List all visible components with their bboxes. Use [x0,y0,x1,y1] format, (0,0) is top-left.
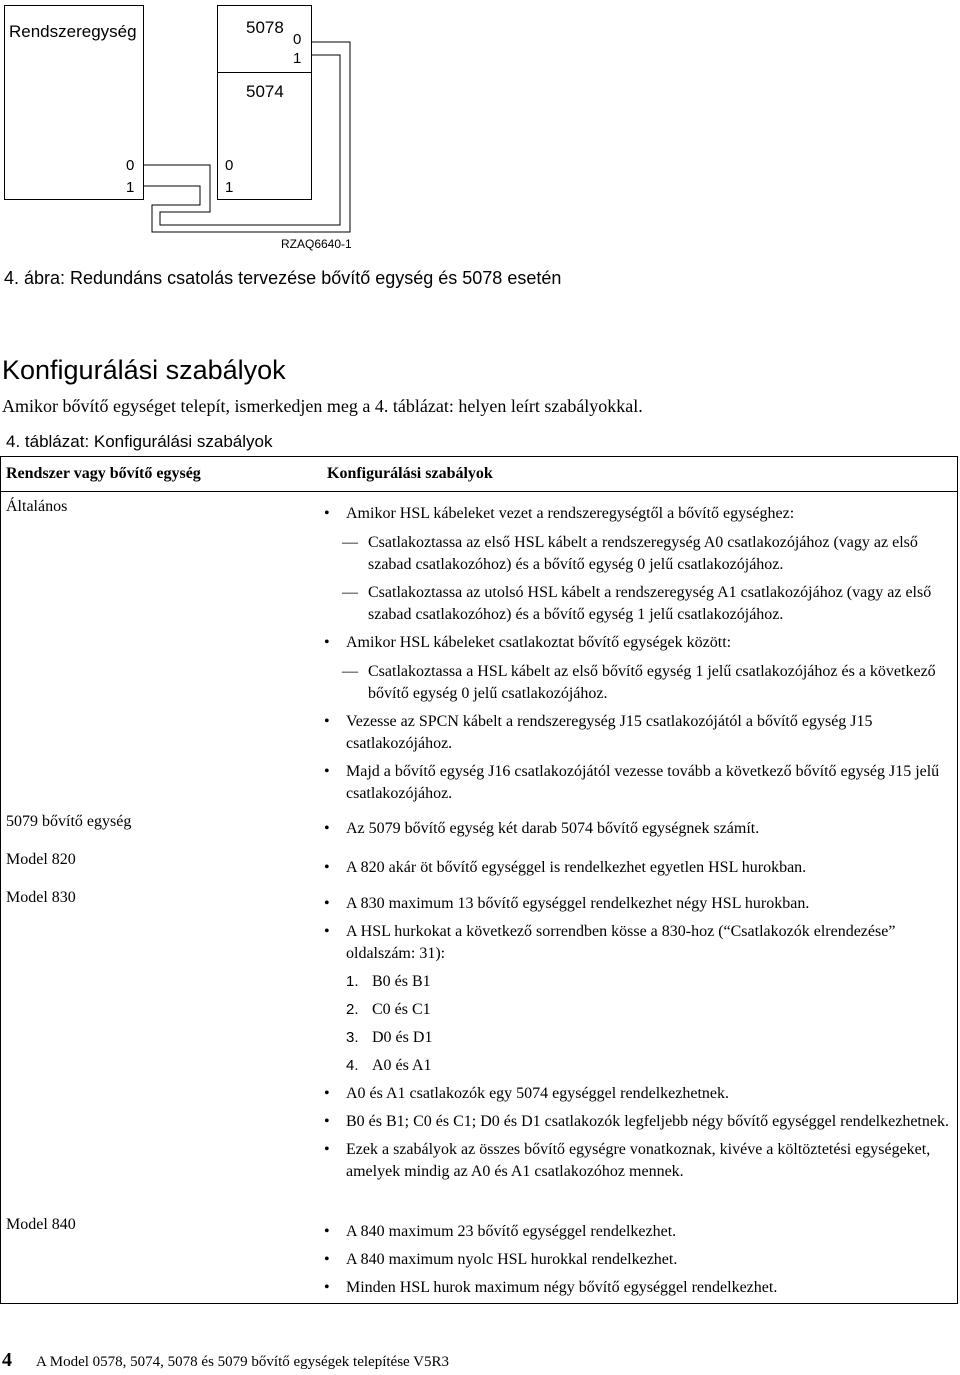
list-item: 2. C0 és C1 [346,1001,431,1018]
list-item: • Vezesse az SPCN kábelt a rendszeregység J15 csatlakozójától a bővítő egység J15 csatlakozójához. [324,713,873,752]
unit-top-label: 5078 [246,18,284,37]
list-item: • Majd a bővítő egység J16 csatlakozójától vezesse tovább a következő bővítő egység J15 jelű csatlakozójához. [324,763,940,802]
list-item: — Csatlakoztassa a HSL kábelt az első bővítő egység 1 jelű csatlakozójához és a következő bővítő egység 0 jelű csatlakozójához. [342,663,936,702]
list-item: • B0 és B1; C0 és C1; D0 és D1 csatlakozók legfeljebb négy bővítő egységgel rendelkezhetnek. [324,1113,949,1130]
cable-1 [144,55,340,225]
unit-bottom-label: 5074 [246,82,284,101]
unit-top-port-0: 0 [293,31,302,48]
figure-caption: 4. ábra: Redundáns csatolás tervezése bővítő egység és 5078 esetén [4,268,562,288]
list-item: • A 840 maximum nyolc HSL hurokkal rendelkezhet. [324,1251,678,1268]
rules-model-830 [320,893,950,1183]
list-item: • A HSL hurkokat a következő sorrendben kösse a 830-hoz (“Csatlakozók elrendezése” oldalszám: 31): [324,923,896,962]
unit-top-port-1: 1 [293,50,302,67]
list-item: • A 820 akár öt bővítő egységgel is rendelkezhet egyetlen HSL hurokban. [324,859,807,876]
list-item: • Amikor HSL kábeleket vezet a rendszeregységtől a bővítő egységhez: [324,505,795,522]
cable-lines [0,0,960,240]
list-item: • A 840 maximum 23 bővítő egységgel rendelkezhet. [324,1223,677,1240]
row-label-5079: 5079 bővítő egység [6,813,132,830]
left-port-1: 1 [126,179,135,196]
row-label-general: Általános [6,498,68,515]
rules-model-820 [320,857,950,879]
rules-5079 [320,818,950,840]
list-item: 1. B0 és B1 [346,973,431,990]
section-intro: Amikor bővítő egységet telepít, ismerkedjen meg a 4. táblázat: helyen leírt szabályokkal. [2,396,643,416]
page-number: 4 [2,1349,12,1371]
rules-model-840 [320,1221,950,1299]
figure-id: RZAQ6640-1 [281,237,352,251]
section-heading: Konfigurálási szabályok [2,355,286,385]
header-divider [0,491,958,492]
table-header-col2: Konfigurálási szabályok [327,465,493,482]
rules-general [320,503,950,805]
left-port-0: 0 [126,157,135,174]
table-header-col1: Rendszer vagy bővítő egység [6,465,201,482]
right-port-0: 0 [225,157,234,174]
list-item: 4. A0 és A1 [346,1057,432,1074]
list-item: • A 830 maximum 13 bővítő egységgel rendelkezhet négy HSL hurokban. [324,895,810,912]
list-item: — Csatlakoztassa az első HSL kábelt a rendszeregység A0 csatlakozójához (vagy az első szabad csatlakozóhoz) és a bővítő egység 0 jelű csatlakozójához. [342,534,918,573]
list-item: • Ezek a szabályok az összes bővítő egységre vonatkoznak, kivéve a költöztetési egységeket, amelyek mindig az A0 és A1 csatlakozóhoz mennek. [324,1141,931,1180]
right-port-1: 1 [225,179,234,196]
list-item: 3. D0 és D1 [346,1029,433,1046]
list-item: • Az 5079 bővítő egység két darab 5074 bővítő egységnek számít. [324,820,760,837]
row-label-model-830: Model 830 [6,889,76,906]
row-label-model-840: Model 840 [6,1216,76,1233]
list-item: • A0 és A1 csatlakozók egy 5074 egységgel rendelkezhetnek. [324,1085,729,1102]
row-label-model-820: Model 820 [6,851,76,868]
system-unit-label: Rendszeregység [9,22,137,41]
list-item: • Minden HSL hurok maximum négy bővítő egységgel rendelkezhet. [324,1279,778,1296]
list-item: — Csatlakoztassa az utolsó HSL kábelt a rendszeregység A1 csatlakozójához (vagy az első szabad csatlakozóhoz) és a bővítő egység 1 jelű csatlakozójához. [342,584,932,623]
cable-2 [144,42,350,232]
footer-title: A Model 0578, 5074, 5078 és 5079 bővítő egységek telepítése V5R3 [36,1354,450,1370]
list-item: • Amikor HSL kábeleket csatlakoztat bővítő egységek között: [324,634,732,651]
table-caption: 4. táblázat: Konfigurálási szabályok [6,432,273,451]
